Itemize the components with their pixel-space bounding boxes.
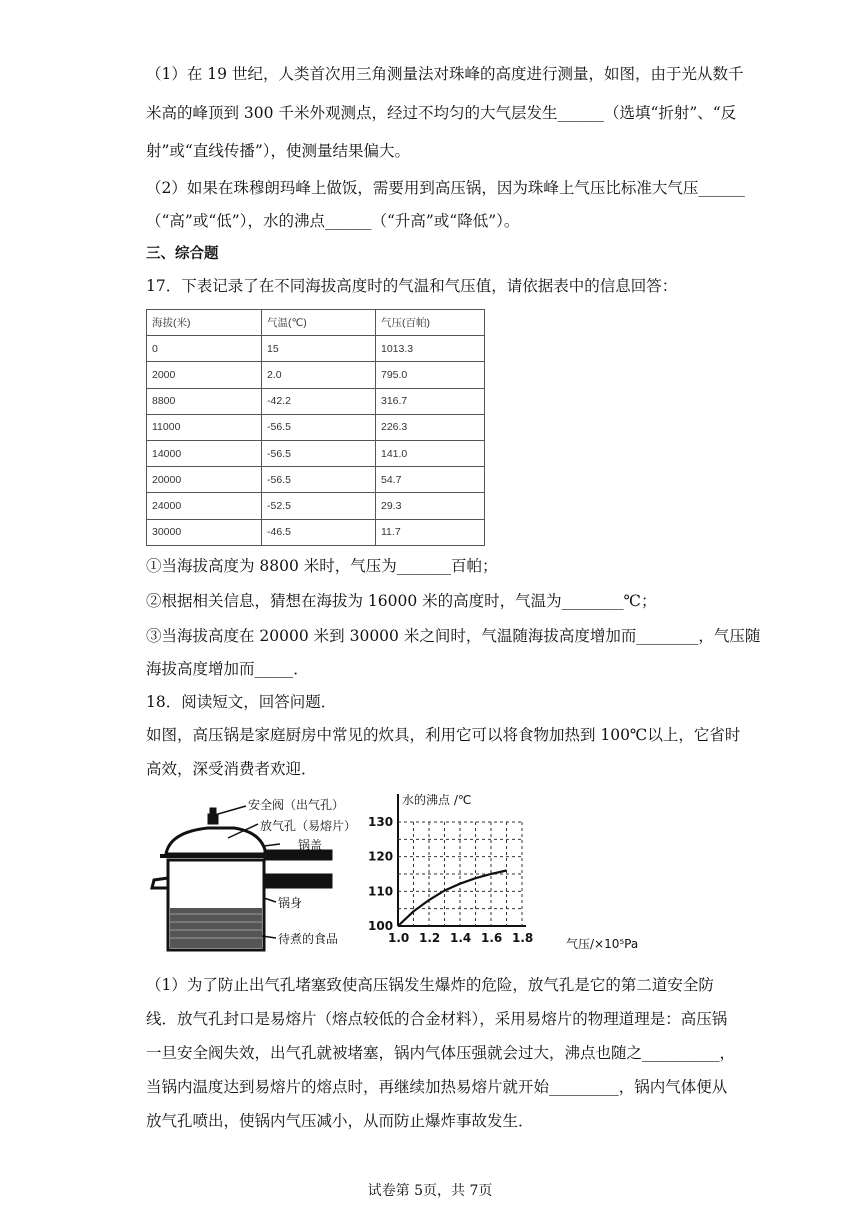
x-axis-label: 气压/×10⁵Pa: [566, 937, 639, 951]
x-tick-label: 1.2: [419, 931, 441, 945]
table-header-cell: 气温(℃): [262, 310, 376, 336]
table-cell: -56.5: [262, 467, 376, 493]
label-lid: 锅盖: [298, 838, 323, 852]
label-body: 锅身: [278, 896, 303, 910]
paragraph-line: 一旦安全阀失效，出气孔就被堵塞，锅内气体压强就会过大，沸点也随之__________，: [146, 1044, 736, 1062]
table-header-row: [147, 310, 485, 336]
paragraph-line: 当锅内温度达到易熔片的熔点时，再继续加热易熔片就开始_________，锅内气体便从: [146, 1078, 728, 1096]
text-line: 射”或“直线传播”），使测量结果偏大。: [146, 142, 411, 160]
table-row: [147, 336, 485, 362]
text-line: 米高的峰顶到 300 千米外观测点，经过不均匀的大气层发生______（选填“折射”、“反: [146, 104, 737, 122]
question-17-part-1: ①当海拔高度为 8800 米时，气压为_______百帕；: [146, 557, 498, 575]
table-cell: 8800: [147, 388, 262, 414]
table-cell: 29.3: [376, 493, 485, 519]
question-17-part-3: ③当海拔高度在 20000 米到 30000 米之间时，气温随海拔高度增加而________，气压随: [146, 627, 761, 645]
boiling-point-chart: [368, 792, 638, 951]
question-17-part-2: ②根据相关信息，猜想在海拔为 16000 米的高度时，气温为________℃；: [146, 592, 657, 610]
text-line: （1）在 19 世纪，人类首次用三角测量法对珠峰的高度进行测量，如图，由于光从数千: [146, 65, 744, 83]
table-cell: 20000: [147, 467, 262, 493]
table-row: [147, 414, 485, 440]
table-row: [147, 467, 485, 493]
table-cell: -42.2: [262, 388, 376, 414]
table-cell: 141.0: [376, 440, 485, 466]
label-vent: 放气孔（易熔片）: [260, 819, 357, 833]
table-cell: 11.7: [376, 519, 485, 545]
question-18: 18．阅读短文，回答问题．: [146, 693, 337, 711]
table-cell: 2000: [147, 362, 262, 388]
table-cell: 24000: [147, 493, 262, 519]
y-tick-label: 120: [368, 849, 394, 864]
pressure-cooker-figure: [146, 788, 646, 958]
page-footer: 试卷第 5页，共 7页: [367, 1183, 493, 1199]
x-tick-label: 1.0: [388, 931, 410, 945]
y-tick-label: 110: [368, 884, 394, 899]
table-cell: 1013.3: [376, 336, 485, 362]
question-17: 17．下表记录了在不同海拔高度时的气温和气压值，请依据表中的信息回答：: [146, 277, 678, 295]
section-heading: 三、综合题: [146, 246, 219, 262]
table-header-cell: 海拔(米): [147, 310, 262, 336]
table-row: [147, 440, 485, 466]
table-cell: -56.5: [262, 414, 376, 440]
y-tick-label: 130: [368, 815, 394, 829]
text-line: （2）如果在珠穆朗玛峰上做饭，需要用到高压锅，因为珠峰上气压比标准大气压______: [146, 179, 745, 197]
table-cell: 795.0: [376, 362, 485, 388]
x-tick-label: 1.6: [481, 931, 503, 945]
label-safety-valve: 安全阀（出气孔）: [248, 798, 345, 812]
table-cell: 14000: [147, 440, 262, 466]
text-line: （“高”或“低”），水的沸点______（“升高”或“降低”）。: [146, 212, 520, 230]
table-cell: 11000: [147, 414, 262, 440]
x-tick-label: 1.4: [450, 931, 472, 945]
table-cell: 2.0: [262, 362, 376, 388]
table-cell: -52.5: [262, 493, 376, 519]
y-tick-label: 100: [368, 919, 394, 933]
table-row: [147, 493, 485, 519]
paragraph-line: 高效，深受消费者欢迎．: [146, 760, 317, 778]
table-cell: -46.5: [262, 519, 376, 545]
table-cell: 316.7: [376, 388, 485, 414]
question-18-part-1: （1）为了防止出气孔堵塞致使高压锅发生爆炸的危险，放气孔是它的第二道安全防: [146, 976, 714, 994]
table-row: [147, 388, 485, 414]
x-tick-label: 1.8: [512, 931, 534, 945]
table-cell: 30000: [147, 519, 262, 545]
paragraph-line: 线．放气孔封口是易熔片（熔点较低的合金材料），采用易熔片的物理道理是：高压锅: [146, 1010, 728, 1028]
question-17-part-3-cont: 海拔高度增加而_____．: [146, 660, 309, 678]
y-axis-label: 水的沸点 /℃: [402, 793, 472, 807]
altitude-table: [146, 309, 485, 546]
paragraph-line: 如图，高压锅是家庭厨房中常见的炊具，利用它可以将食物加热到 100℃以上，它省时: [146, 726, 741, 744]
table-row: [147, 362, 485, 388]
paragraph-line: 放气孔喷出，使锅内气压减小，从而防止爆炸事故发生．: [146, 1112, 534, 1130]
table-cell: 226.3: [376, 414, 485, 440]
boiling-point-curve: [398, 871, 507, 927]
table-cell: 0: [147, 336, 262, 362]
table-cell: 54.7: [376, 467, 485, 493]
table-cell: -56.5: [262, 440, 376, 466]
table-header-cell: 气压(百帕): [376, 310, 485, 336]
label-food: 待煮的食品: [278, 932, 339, 946]
table-row: [147, 519, 485, 545]
table-cell: 15: [262, 336, 376, 362]
